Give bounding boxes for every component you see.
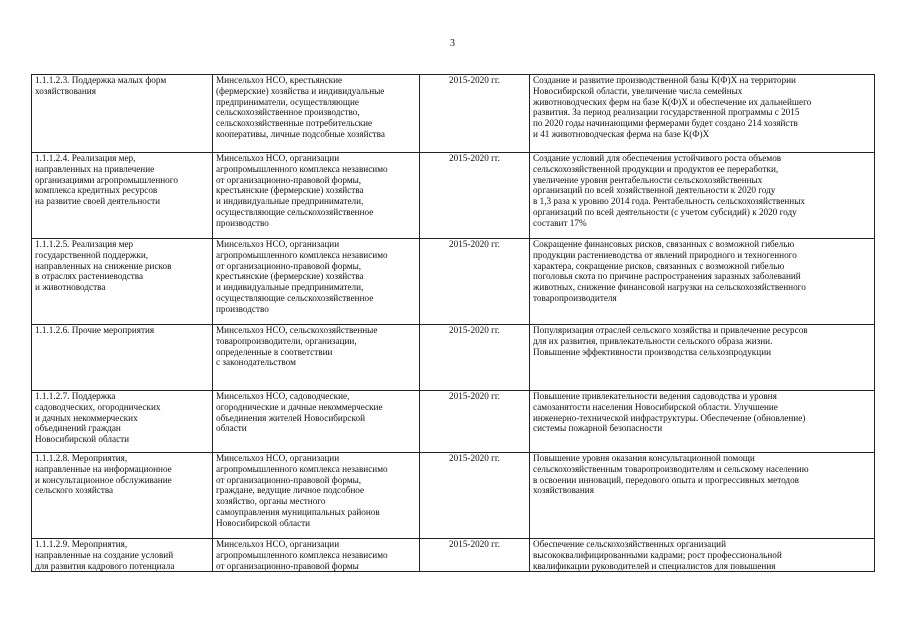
text-line: Популяризация отраслей сельского хозяйства и привлечение ресурсов (533, 325, 808, 335)
text-line: самоуправления муниципальных районов (216, 506, 380, 517)
text-line: агропромышленного комплекса независимо (216, 463, 388, 474)
text-line: Минсельхоз НСО, организации (216, 539, 340, 549)
text-line: квалификации руководителей и специалистов для повышения (533, 560, 776, 571)
period-text: 2015-2020 гг. (449, 391, 500, 401)
period-text: 2015-2020 гг. (449, 153, 500, 163)
text-line: огороднические и дачные некоммерческие (216, 401, 383, 412)
text-line: направленные на информационное (35, 463, 172, 474)
period-cell (420, 75, 530, 153)
text-line: по 2020 годы начинающими фермерами будет создано 214 хозяйств (533, 118, 798, 129)
measure-cell (32, 325, 213, 391)
table-row (32, 391, 875, 453)
text-line: Обеспечение сельскохозяйственных организаций (533, 539, 727, 549)
executors-cell (213, 75, 420, 153)
period-cell (420, 325, 530, 391)
text-line: сельского хозяйства (35, 485, 114, 496)
text-line: увеличение уровня рентабельности сельскохозяйственных (533, 174, 763, 185)
text-line: области (216, 423, 247, 434)
text-line: организаций по всей хозяйственной деятельности к 2020 году (533, 185, 776, 196)
text-line: продукции растениеводства от явлений природного и техногенного (533, 249, 797, 260)
text-line: кооперативы, личные подсобные хозяйства (216, 128, 385, 139)
text-line: осуществляющие сельскохозяйственное (216, 206, 374, 217)
text-line: Новосибирской области, увеличение числа семейных (533, 85, 743, 96)
text-line: и дачных некоммерческих (35, 412, 138, 423)
text-line: Минсельхоз НСО, организации (216, 153, 340, 163)
text-line: хозяйство, органы местного (216, 496, 326, 507)
text-line: в освоении инноваций, передового опыта и прогрессивных методов (533, 474, 800, 485)
text-line: Минсельхоз НСО, организации (216, 239, 340, 249)
text-line: производство (216, 303, 269, 314)
text-line: и животноводства (35, 282, 106, 293)
executors-cell (213, 391, 420, 453)
text-line: определенные в соответствии (216, 346, 333, 357)
result-cell (530, 153, 875, 239)
text-line: с законодательством (216, 357, 296, 368)
text-line: животных, снижение финансовой нагрузки на сельскохозяйственного (533, 282, 806, 293)
text-line: для их развития, привлекательности сельского образа жизни. (533, 335, 773, 346)
text-line: Минсельхоз НСО, организации (216, 453, 340, 463)
text-line: составит 17% (533, 217, 587, 228)
period-cell (420, 391, 530, 453)
text-line: направленных на привлечение (35, 163, 155, 174)
measure-cell (32, 75, 213, 153)
text-line: Повышение привлекательности ведения садоводства и уровня (533, 391, 777, 401)
text-line: хозяйствования (533, 485, 594, 496)
period-cell (420, 239, 530, 325)
executors-cell (213, 153, 420, 239)
text-line: 1.1.1.2.7. Поддержка (35, 391, 116, 401)
text-line: (фермерские) хозяйства и индивидуальные (216, 85, 385, 96)
text-line: от организационно-правовой формы (216, 560, 359, 571)
text-line: для развития кадрового потенциала (35, 560, 175, 571)
period-text: 2015-2020 гг. (449, 325, 500, 335)
text-line: направленные на создание условий (35, 549, 174, 560)
text-line: самозанятости населения Новосибирской области. Улучшение (533, 401, 778, 412)
period-text: 2015-2020 гг. (449, 453, 500, 463)
text-line: и индивидуальные предприниматели, (216, 282, 364, 293)
table-row (32, 75, 875, 153)
page-number: 3 (450, 38, 455, 49)
text-line: сельскохозяйственное производство, (216, 107, 360, 118)
executors-cell (213, 539, 420, 572)
text-line: сельскохозяйственной продукции и продуктов ее переработки, (533, 163, 779, 174)
measure-cell (32, 391, 213, 453)
text-line: развития. За период реализации государственной программы с 2015 (533, 107, 800, 118)
text-line: садоводческих, огороднических (35, 401, 161, 412)
measures-table (31, 74, 875, 572)
table-row (32, 239, 875, 325)
text-line: от организационно-правовой формы, (216, 260, 362, 271)
result-cell (530, 239, 875, 325)
text-line: Сокращение финансовых рисков, связанных с возможной гибелью (533, 239, 795, 249)
text-line: товаропроизводителя (533, 292, 617, 303)
text-line: агропромышленного комплекса независимо (216, 549, 388, 560)
text-line: организациями агропромышленного (35, 174, 178, 185)
text-line: Создание условий для обеспечения устойчивого роста объемов (533, 153, 782, 163)
text-line: и консультационное обслуживание (35, 474, 172, 485)
period-text: 2015-2020 гг. (449, 539, 500, 549)
text-line: Новосибирской области (216, 517, 311, 528)
table-row (32, 153, 875, 239)
text-line: государственной поддержки, (35, 249, 149, 260)
text-line: Минсельхоз НСО, крестьянские (216, 75, 343, 85)
period-cell (420, 453, 530, 539)
text-line: хозяйствования (35, 85, 96, 96)
text-line: Создание и развитие производственной базы К(Ф)Х на территории (533, 75, 796, 85)
text-line: осуществляющие сельскохозяйственное (216, 292, 374, 303)
text-line: характера, сокращение рисков, связанных с возможной гибелью (533, 260, 785, 271)
measure-cell (32, 453, 213, 539)
result-cell (530, 75, 875, 153)
text-line: 1.1.1.2.8. Мероприятия, (35, 453, 128, 463)
text-line: от организационно-правовой формы, (216, 174, 362, 185)
text-line: 1.1.1.2.3. Поддержка малых форм (35, 75, 167, 85)
text-line: 1.1.1.2.5. Реализация мер (35, 239, 134, 249)
table-row (32, 325, 875, 391)
text-line: агропромышленного комплекса независимо (216, 249, 388, 260)
measure-cell (32, 239, 213, 325)
text-line: 1.1.1.2.6. Прочие мероприятия (35, 325, 155, 335)
period-text: 2015-2020 гг. (449, 75, 500, 85)
text-line: Повышение уровня оказания консультационной помощи (533, 453, 755, 463)
result-cell (530, 539, 875, 572)
text-line: предприниматели, осуществляющие (216, 96, 359, 107)
text-line: сельскохозяйственные потребительские (216, 118, 373, 129)
text-line: инженерно-технической инфраструктуры. Обеспечение (обновление) (533, 412, 806, 423)
text-line: 1.1.1.2.9. Мероприятия, (35, 539, 128, 549)
text-line: животноводческих ферм на базе К(Ф)Х и обеспечение их дальнейшего (533, 96, 812, 107)
text-line: от организационно-правовой формы, (216, 474, 362, 485)
text-line: крестьянские (фермерские) хозяйства (216, 271, 364, 282)
text-line: 1.1.1.2.4. Реализация мер, (35, 153, 136, 163)
text-line: объединения жителей Новосибирской (216, 412, 366, 423)
text-line: направленных на снижение рисков (35, 260, 172, 271)
text-line: Минсельхоз НСО, сельскохозяйственные (216, 325, 378, 335)
text-line: сельскохозяйственным товаропроизводителям и сельскому населению (533, 463, 809, 474)
text-line: граждане, ведущие личное подсобное (216, 485, 365, 496)
text-line: Минсельхоз НСО, садоводческие, (216, 391, 350, 401)
period-cell (420, 153, 530, 239)
result-cell (530, 453, 875, 539)
text-line: крестьянские (фермерские) хозяйства (216, 185, 364, 196)
text-line: организаций по всей деятельности (с учетом субсидий) к 2020 году (533, 206, 797, 217)
text-line: агропромышленного комплекса независимо (216, 163, 388, 174)
measure-cell (32, 539, 213, 572)
period-cell (420, 539, 530, 572)
measure-cell (32, 153, 213, 239)
text-line: системы пожарной безопасности (533, 423, 663, 434)
period-text: 2015-2020 гг. (449, 239, 500, 249)
result-cell (530, 325, 875, 391)
text-line: высококвалифицированными кадрами; рост профессиональной (533, 549, 782, 560)
text-line: и 41 животноводческая ферма на базе К(Ф)Х (533, 128, 710, 139)
text-line: на развитие своей деятельности (35, 196, 161, 207)
text-line: в отраслях растениеводства (35, 271, 144, 282)
text-line: поголовья скота по причине распространения заразных заболеваний (533, 271, 801, 282)
text-line: Новосибирской области (35, 434, 130, 445)
result-cell (530, 391, 875, 453)
text-line: объединений граждан (35, 423, 121, 434)
text-line: Повышение эффективности производства сельхозпродукции (533, 346, 772, 357)
executors-cell (213, 239, 420, 325)
text-line: в 1,3 раза к уровню 2014 года. Рентабельность сельскохозяйственных (533, 196, 805, 207)
text-line: товаропроизводители, организации, (216, 335, 357, 346)
table-row (32, 539, 875, 572)
text-line: и индивидуальные предприниматели, (216, 196, 364, 207)
text-line: производство (216, 217, 269, 228)
executors-cell (213, 453, 420, 539)
table-row (32, 453, 875, 539)
text-line: комплекса кредитных ресурсов (35, 185, 158, 196)
executors-cell (213, 325, 420, 391)
